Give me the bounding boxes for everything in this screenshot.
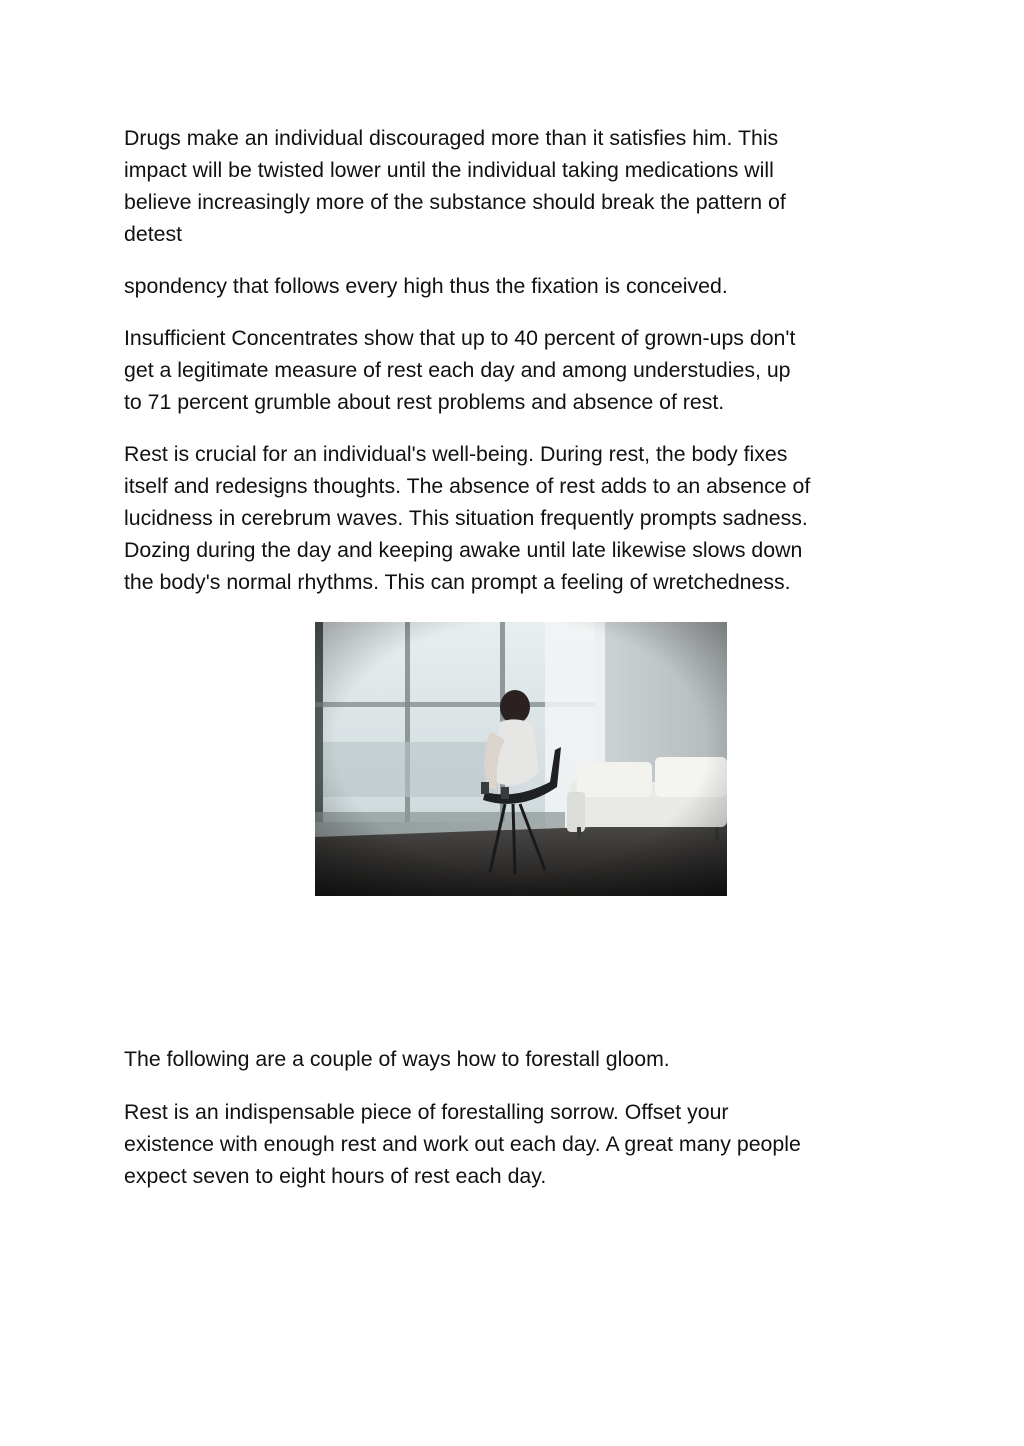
paragraph-ways-forestall: The following are a couple of ways how to forestall gloom. [124, 1047, 670, 1071]
paragraph-drugs: Drugs make an individual discouraged more than it satisfies him. This impact will be twisted lower until the individual taking medications will believe increasingly more of the substance should break the pattern of detest [124, 126, 786, 246]
paragraph-rest-indispensable: Rest is an indispensable piece of forestalling sorrow. Offset your existence with enough rest and work out each day. A great many people expect seven to eight hours of rest each day. [124, 1100, 801, 1188]
paragraph-insufficient-rest: Insufficient Concentrates show that up to 40 percent of grown-ups don't get a legitimate measure of rest each day and among understudies, up to 71 percent grumble about rest problems and absence of rest. [124, 326, 796, 414]
paragraph-spondency: spondency that follows every high thus the fixation is conceived. [124, 274, 728, 298]
paragraph-rest-crucial: Rest is crucial for an individual's well-being. During rest, the body fixes itself and redesigns thoughts. The absence of rest adds to an absence of lucidness in cerebrum waves. This situation frequently prompts sadness. Dozing during the day and keeping awake until late likewise slows down the body's normal rhythms. This can prompt a feeling of wretchedness. [124, 442, 811, 594]
woman-by-window-photo [315, 622, 727, 896]
